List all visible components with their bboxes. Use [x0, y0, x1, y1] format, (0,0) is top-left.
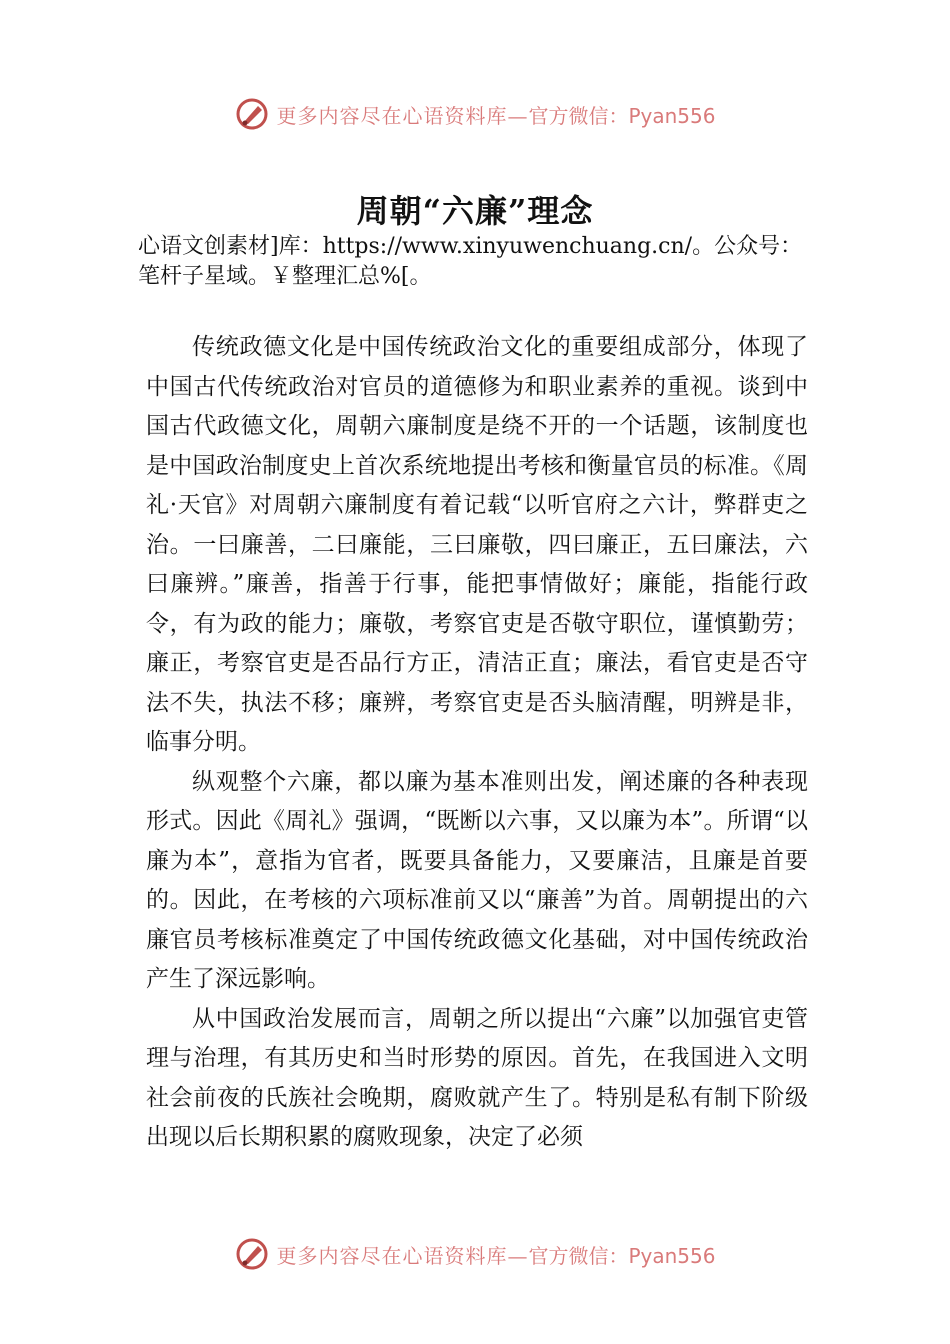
document-title: 周朝“六廉”理念: [356, 192, 594, 230]
watermark-contact-text: 官方微信：Pyan556: [528, 1243, 716, 1268]
header-watermark: [0, 96, 950, 132]
paragraph: 纵观整个六廉，都以廉为基本准则出发，阐述廉的各种表现形式。因此《周礼》强调，“既断以六事，又以廉为本”。所谓“以廉为本”，意指为官者，既要具备能力，又要廉洁，且廉是首要的。因此，在考核的六项标准前又以“廉善”为首。周朝提出的六廉官员考核标准奠定了中国传统政德文化基础，对中国传统政治产生了深远影响。: [146, 768, 808, 992]
watermark-contact-text: 官方微信：Pyan556: [528, 103, 716, 128]
pen-logo-icon: [234, 96, 270, 132]
watermark-main-text: 更多内容尽在心语资料库—: [276, 1243, 529, 1268]
pen-logo-icon: [234, 1236, 270, 1272]
paragraph: 从中国政治发展而言，周朝之所以提出“六廉”以加强官吏管理与治理，有其历史和当时形势的原因。首先，在我国进入文明社会前夜的氏族社会晚期，腐败就产生了。特别是私有制下阶级出现以后长期积累的腐败现象，决定了必须: [146, 1005, 808, 1150]
document-body: [146, 328, 808, 1158]
paragraph: 传统政德文化是中国传统政治文化的重要组成部分，体现了中国古代传统政治对官员的道德修为和职业素养的重视。谈到中国古代政德文化，周朝六廉制度是绕不开的一个话题，该制度也是中国政治制度史上首次系统地提出考核和衡量官员的标准。《周礼·天官》对周朝六廉制度有着记载“以听官府之六计，弊群吏之治。一曰廉善，二曰廉能，三曰廉敬，四曰廉正，五曰廉法，六曰廉辨。”廉善，指善于行事，能把事情做好；廉能，指能行政令，有为政的能力；廉敬，考察官吏是否敬守职位，谨慎勤劳；廉正，考察官吏是否品行方正，清洁正直；廉法，看官吏是否守法不失，执法不移；廉辨，考察官吏是否头脑清醒，明辨是非，临事分明。: [146, 334, 808, 755]
watermark-main-text: 更多内容尽在心语资料库—: [276, 103, 529, 128]
footer-watermark: [0, 1236, 950, 1272]
source-note: 心语文创素材]库：https://www.xinyuwenchuang.cn/。公众号：笔杆子星域。￥整理汇总%[。: [138, 234, 803, 289]
